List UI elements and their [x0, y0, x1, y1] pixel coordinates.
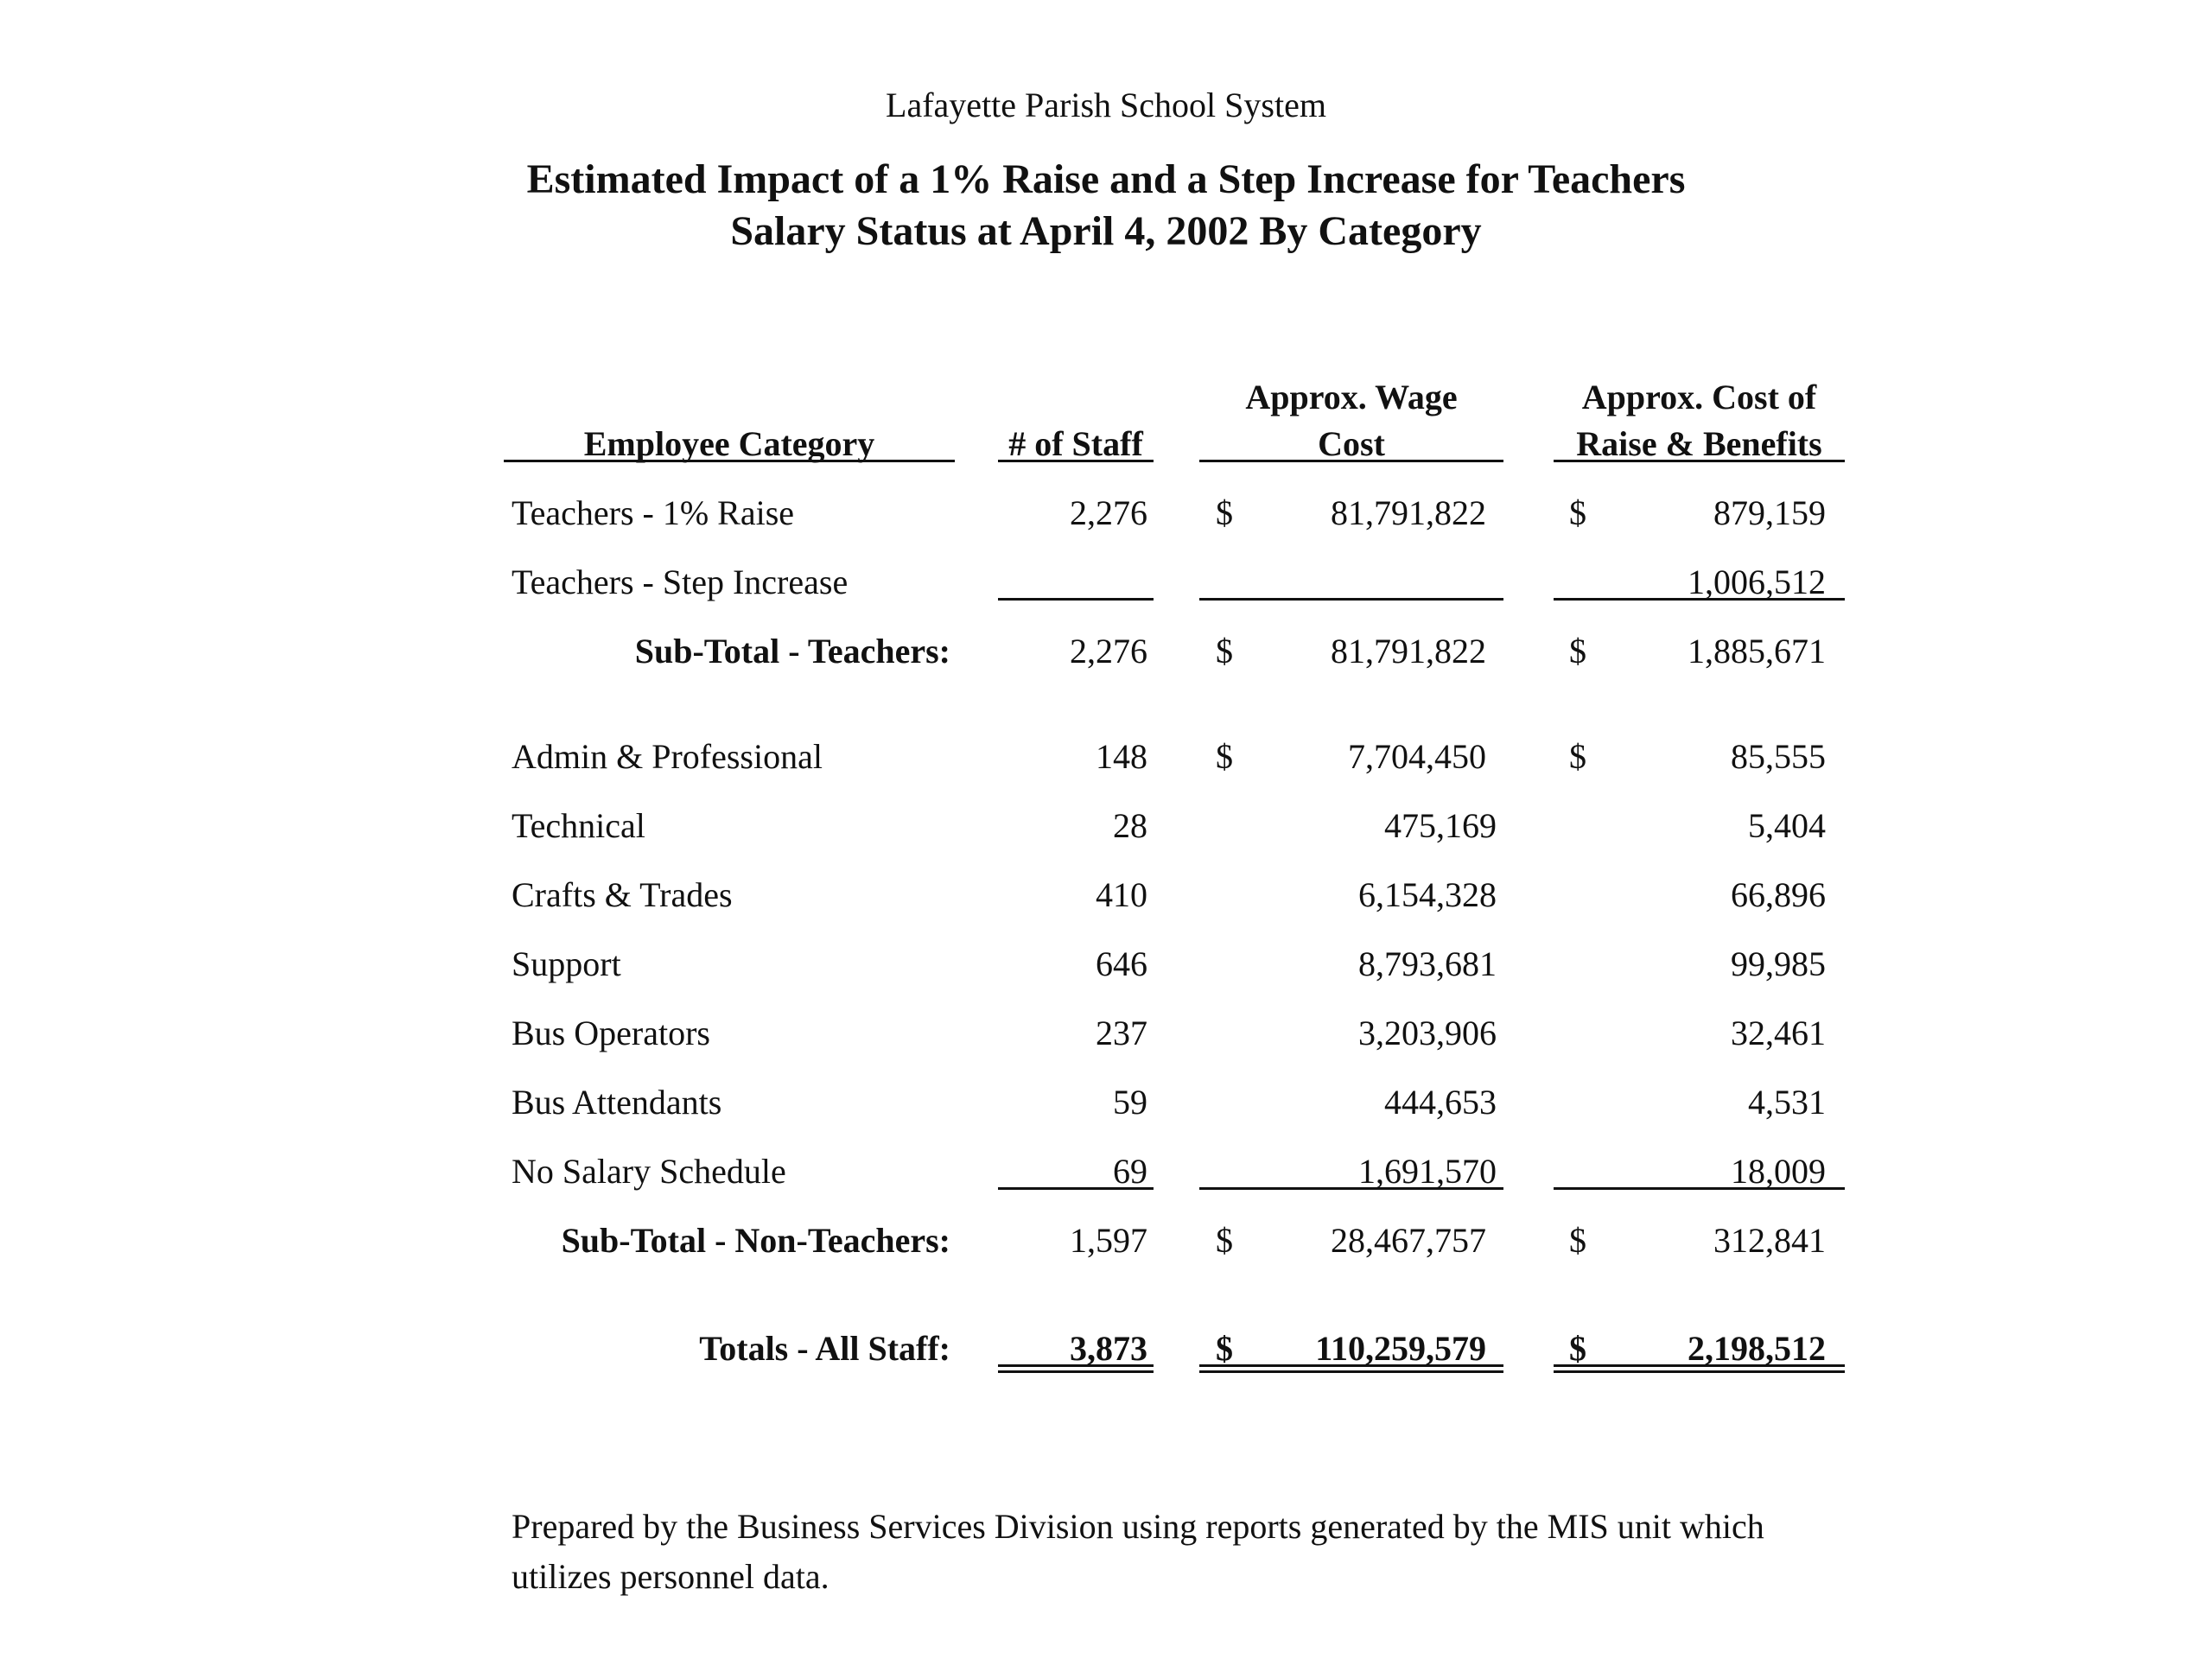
currency-symbol: $	[1216, 632, 1233, 671]
currency-symbol: $	[1569, 632, 1586, 671]
row-cost: 5,404	[1748, 806, 1826, 845]
header-underline-cost	[1554, 460, 1845, 462]
row-staff: 237	[1096, 1014, 1147, 1052]
row-cost: 32,461	[1731, 1014, 1826, 1052]
row-wage: 81,791,822	[1331, 493, 1486, 532]
row-staff: 69	[1113, 1152, 1147, 1191]
row-staff: 2,276	[1070, 632, 1147, 671]
subtotal-non-teachers-label: Sub-Total - Non-Teachers:	[561, 1221, 950, 1260]
totals-cost: 2,198,512	[1688, 1329, 1826, 1368]
header-underline-staff	[998, 460, 1154, 462]
row-wage: 8,793,681	[1358, 944, 1497, 983]
totals-staff: 3,873	[1070, 1329, 1147, 1368]
subtotal-rule-cost	[1554, 1187, 1845, 1190]
currency-symbol: $	[1216, 1329, 1233, 1368]
column-header-cost-line2: Raise & Benefits	[1576, 424, 1822, 463]
row-category: Bus Operators	[512, 1014, 710, 1052]
header-underline-wage	[1199, 460, 1503, 462]
row-cost: 4,531	[1748, 1083, 1826, 1122]
subtotal-teachers-label: Sub-Total - Teachers:	[634, 632, 950, 671]
row-wage: 1,691,570	[1358, 1152, 1497, 1191]
column-header-staff: # of Staff	[1008, 424, 1143, 463]
currency-symbol: $	[1569, 493, 1586, 532]
footer-note: Prepared by the Business Services Division using reports generated by the MIS unit which utilizes personnel data.	[512, 1507, 1764, 1596]
row-wage: 81,791,822	[1331, 632, 1486, 671]
row-wage: 475,169	[1384, 806, 1497, 845]
row-cost: 99,985	[1731, 944, 1826, 983]
row-category: Teachers - Step Increase	[512, 563, 849, 601]
report-title: Estimated Impact of a 1% Raise and a Step Increase for Teachers	[526, 156, 1686, 202]
row-staff: 410	[1096, 875, 1147, 914]
row-staff: 2,276	[1070, 493, 1147, 532]
currency-symbol: $	[1569, 1221, 1586, 1260]
row-cost: 66,896	[1731, 875, 1826, 914]
subtotal-rule-wage	[1199, 598, 1503, 601]
column-header-wage-line1: Approx. Wage	[1245, 378, 1458, 416]
subtotal-rule-staff	[998, 598, 1154, 601]
row-category: Admin & Professional	[512, 737, 823, 776]
row-cost: 18,009	[1731, 1152, 1826, 1191]
row-category: Bus Attendants	[512, 1083, 722, 1122]
row-staff: 28	[1113, 806, 1147, 845]
totals-wage: 110,259,579	[1315, 1329, 1486, 1368]
totals-label: Totals - All Staff:	[699, 1329, 950, 1368]
report-subtitle: Salary Status at April 4, 2002 By Category	[730, 208, 1482, 254]
row-cost: 1,885,671	[1688, 632, 1826, 671]
currency-symbol: $	[1216, 737, 1233, 776]
row-wage: 444,653	[1384, 1083, 1497, 1122]
row-wage: 3,203,906	[1358, 1014, 1497, 1052]
row-staff: 646	[1096, 944, 1147, 983]
row-category: Teachers - 1% Raise	[512, 493, 795, 532]
row-wage: 6,154,328	[1358, 875, 1497, 914]
column-header-category: Employee Category	[583, 424, 875, 463]
row-wage: 7,704,450	[1348, 737, 1486, 776]
row-cost: 312,841	[1713, 1221, 1826, 1260]
row-category: Support	[512, 944, 621, 983]
organization-name: Lafayette Parish School System	[886, 86, 1326, 124]
totals-double-rule-wage	[1199, 1364, 1503, 1373]
row-category: Technical	[512, 806, 645, 845]
row-cost: 1,006,512	[1688, 563, 1826, 601]
row-staff: 148	[1096, 737, 1147, 776]
totals-double-rule-staff	[998, 1364, 1154, 1373]
currency-symbol: $	[1569, 737, 1586, 776]
totals-double-rule-cost	[1554, 1364, 1845, 1373]
currency-symbol: $	[1216, 1221, 1233, 1260]
subtotal-rule-wage	[1199, 1187, 1503, 1190]
header-underline-category	[504, 460, 955, 462]
row-category: Crafts & Trades	[512, 875, 733, 914]
row-cost: 85,555	[1731, 737, 1826, 776]
currency-symbol: $	[1216, 493, 1233, 532]
column-header-wage-line2: Cost	[1318, 424, 1385, 463]
subtotal-rule-cost	[1554, 598, 1845, 601]
subtotal-rule-staff	[998, 1187, 1154, 1190]
row-category: No Salary Schedule	[512, 1152, 786, 1191]
row-staff: 1,597	[1070, 1221, 1147, 1260]
currency-symbol: $	[1569, 1329, 1586, 1368]
row-cost: 879,159	[1713, 493, 1826, 532]
row-wage: 28,467,757	[1331, 1221, 1486, 1260]
row-staff: 59	[1113, 1083, 1147, 1122]
column-header-cost-line1: Approx. Cost of	[1581, 378, 1817, 416]
